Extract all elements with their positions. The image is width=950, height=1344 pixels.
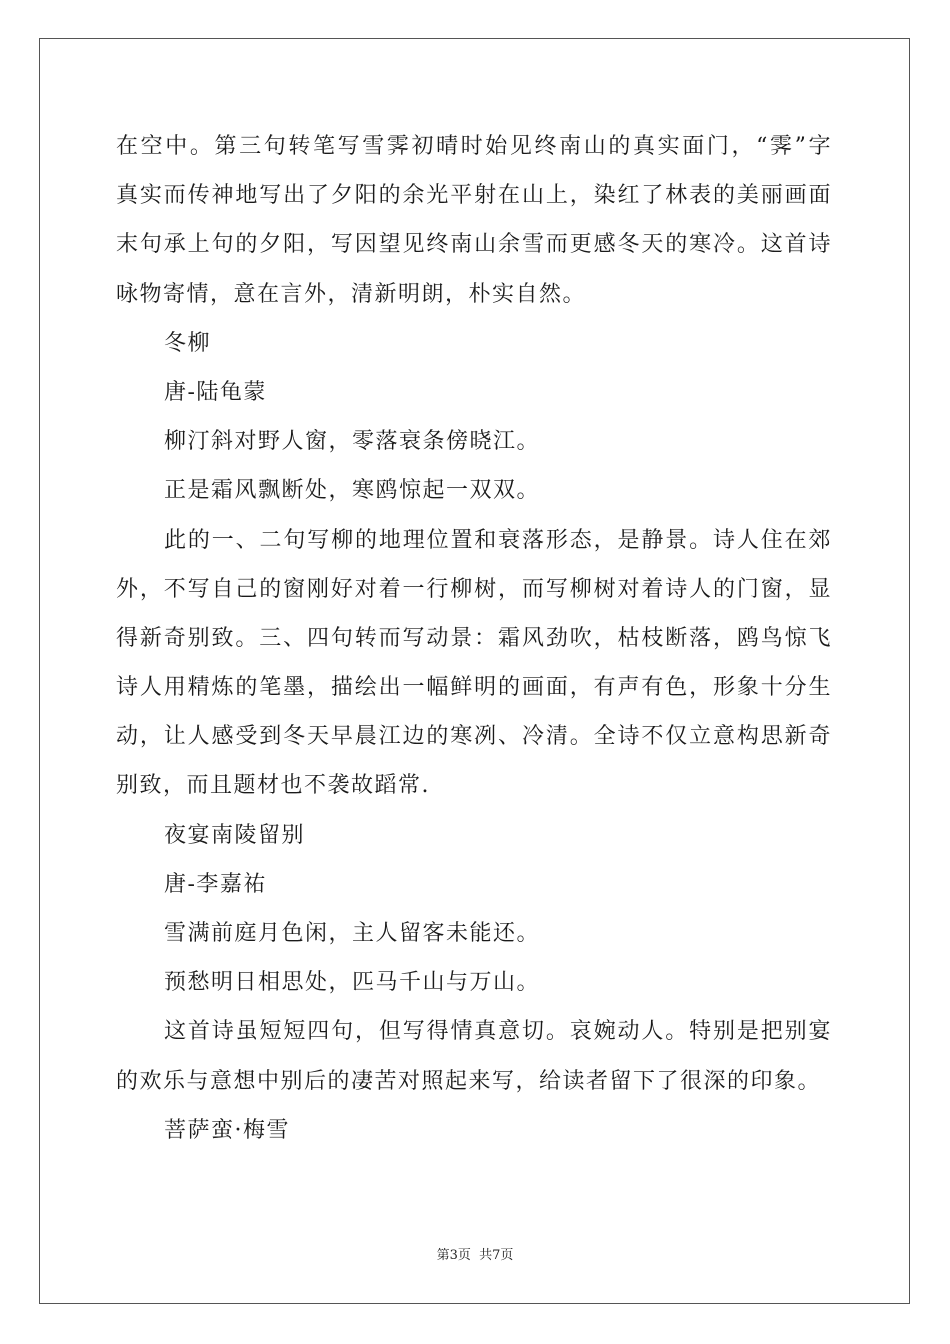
text-line: 外，不写自己的窗刚好对着一行柳树，而写柳树对着诗人的门窗，显 xyxy=(116,576,832,602)
text-line: 得新奇别致。三、四句转而写动景：霜风劲吹，枯枝断落，鸥鸟惊飞 xyxy=(116,625,832,651)
text-line: 唐-陆龟蒙 xyxy=(164,379,267,405)
text-line: 唐-李嘉祐 xyxy=(164,871,267,897)
text-line: 预愁明日相思处，匹马千山与万山。 xyxy=(164,970,541,996)
text-line: 诗人用精炼的笔墨，描绘出一幅鲜明的画面，有声有色，形象十分生 xyxy=(116,675,832,701)
text-line: 真实而传神地写出了夕阳的余光平射在山上，染红了林表的美丽画面 xyxy=(116,183,832,209)
text-line: 在空中。第三句转笔写雪霁初晴时始见终南山的真实面门，“霁”字 xyxy=(116,134,832,159)
text-line: 末句承上句的夕阳，写因望见终南山余雪而更感冬天的寒冷。这首诗 xyxy=(116,232,832,258)
page-footer xyxy=(0,1244,950,1263)
text-line: 别致，而且题材也不袭故蹈常. xyxy=(116,773,430,799)
text-line: 的欢乐与意想中别后的凄苦对照起来写，给读者留下了很深的印象。 xyxy=(116,1068,822,1094)
text-line: 此的一、二句写柳的地理位置和衰落形态，是静景。诗人住在郊 xyxy=(164,527,832,553)
text-line: 咏物寄情，意在言外，清新明朗，朴实自然。 xyxy=(116,281,587,307)
text-line: 冬柳 xyxy=(164,330,212,356)
document-body xyxy=(116,122,832,1155)
page-total: 共7页 xyxy=(479,1248,514,1263)
text-line: 菩萨蛮·梅雪 xyxy=(164,1117,290,1143)
page-number: 第3页 xyxy=(436,1248,471,1263)
text-line: 雪满前庭月色闲，主人留客未能还。 xyxy=(164,921,541,946)
text-line: 动，让人感受到冬天早晨江边的寒冽、冷清。全诗不仅立意构思新奇 xyxy=(116,724,832,750)
text-line: 柳汀斜对野人窗，零落衰条傍晓江。 xyxy=(164,429,541,455)
text-line: 这首诗虽短短四句，但写得情真意切。哀婉动人。特别是把别宴 xyxy=(164,1019,832,1045)
text-line: 正是霜风飘断处，寒鸥惊起一双双。 xyxy=(164,478,541,504)
text-line: 夜宴南陵留别 xyxy=(164,822,306,848)
